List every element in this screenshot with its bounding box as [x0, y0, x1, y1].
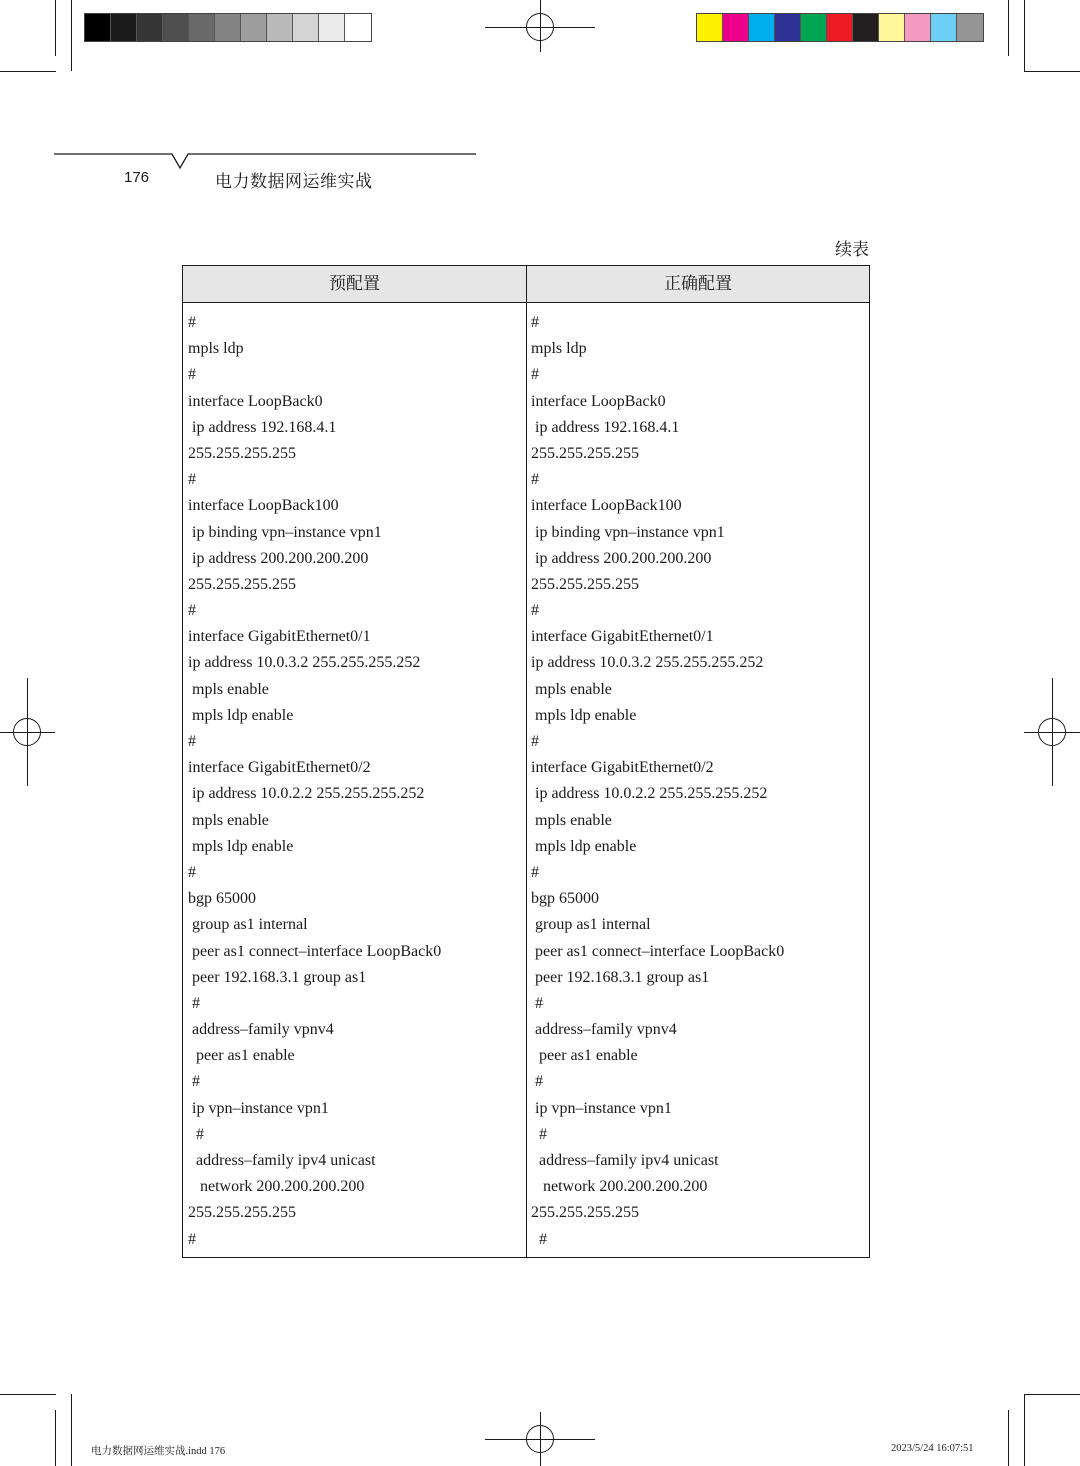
process-color-swatch: [801, 14, 827, 41]
footer-timestamp: 2023/5/24 16:07:51: [891, 1443, 974, 1454]
config-line: #: [531, 366, 539, 384]
pre-config-column: [188, 310, 518, 1253]
config-line: peer 192.168.3.1 group as1: [531, 968, 710, 986]
config-line: #: [531, 994, 543, 1012]
config-line: mpls ldp enable: [188, 706, 294, 724]
config-line: #: [531, 1073, 543, 1091]
config-line: #: [188, 366, 196, 384]
config-line: interface GigabitEthernet0/1: [531, 628, 714, 646]
config-line: interface LoopBack100: [188, 497, 339, 515]
config-line: #: [188, 1230, 196, 1248]
config-line: mpls enable: [531, 811, 612, 829]
process-color-swatch: [697, 14, 723, 41]
config-line: mpls enable: [188, 811, 269, 829]
column-divider: [526, 266, 527, 1257]
gray-swatch: [345, 14, 371, 41]
config-line: network 200.200.200.200: [531, 1178, 708, 1196]
config-line: group as1 internal: [188, 916, 308, 934]
config-line: #: [188, 994, 200, 1012]
config-line: 255.255.255.255: [188, 1204, 296, 1222]
config-line: network 200.200.200.200: [188, 1178, 365, 1196]
process-color-swatch: [957, 14, 983, 41]
process-color-swatch: [879, 14, 905, 41]
config-line: 255.255.255.255: [531, 1204, 639, 1222]
config-line: ip address 10.0.2.2 255.255.255.252: [188, 785, 425, 803]
config-comparison-table: [182, 265, 870, 1258]
process-color-bar: [696, 13, 984, 42]
config-line: ip binding vpn–instance vpn1: [188, 523, 382, 541]
config-line: interface LoopBack0: [188, 392, 323, 410]
config-line: #: [188, 314, 196, 331]
gray-swatch: [163, 14, 189, 41]
column-header-pre-config: 预配置: [329, 274, 380, 293]
config-line: mpls ldp enable: [531, 837, 637, 855]
page-number: 176: [124, 169, 150, 186]
config-line: ip address 10.0.3.2 255.255.255.252: [531, 654, 764, 672]
config-line: mpls enable: [531, 680, 612, 698]
gray-swatch: [241, 14, 267, 41]
process-color-swatch: [931, 14, 957, 41]
config-line: interface LoopBack100: [531, 497, 682, 515]
config-line: bgp 65000: [531, 890, 599, 908]
config-line: ip vpn–instance vpn1: [188, 1099, 329, 1117]
config-line: interface GigabitEthernet0/2: [531, 759, 714, 777]
correct-config-column: [531, 310, 861, 1253]
config-line: #: [188, 1073, 200, 1091]
config-line: mpls enable: [188, 680, 269, 698]
gray-swatch: [319, 14, 345, 41]
config-line: peer as1 enable: [188, 1047, 295, 1065]
process-color-swatch: [775, 14, 801, 41]
gray-swatch: [85, 14, 111, 41]
config-line: #: [531, 602, 539, 620]
config-line: mpls ldp: [531, 340, 587, 358]
config-line: address–family ipv4 unicast: [188, 1152, 376, 1169]
config-line: #: [531, 733, 539, 750]
config-line: #: [188, 471, 196, 489]
gray-swatch: [267, 14, 293, 41]
config-line: bgp 65000: [188, 890, 256, 908]
config-line: interface GigabitEthernet0/2: [188, 759, 371, 777]
continued-label: 续表: [835, 240, 869, 259]
config-line: ip address 192.168.4.1: [531, 418, 680, 436]
column-header-correct-config: 正确配置: [664, 274, 732, 293]
config-line: #: [531, 314, 539, 331]
config-line: peer as1 connect–interface LoopBack0: [188, 942, 442, 960]
config-line: mpls ldp: [188, 340, 244, 358]
process-color-swatch: [905, 14, 931, 41]
config-line: ip address 10.0.3.2 255.255.255.252: [188, 654, 421, 672]
gray-swatch: [137, 14, 163, 41]
config-line: #: [188, 602, 196, 620]
config-line: interface LoopBack0: [531, 392, 666, 410]
config-line: peer as1 enable: [531, 1047, 638, 1065]
footer-file-info: 电力数据网运维实战.indd 176: [91, 1446, 226, 1457]
config-line: #: [188, 1125, 204, 1143]
process-color-swatch: [749, 14, 775, 41]
config-line: interface GigabitEthernet0/1: [188, 628, 371, 646]
config-line: 255.255.255.255: [531, 575, 639, 593]
config-line: address–family vpnv4: [531, 1021, 677, 1039]
config-line: #: [531, 863, 539, 881]
config-line: ip address 200.200.200.200: [188, 549, 369, 567]
process-color-swatch: [723, 14, 749, 41]
grayscale-color-bar: [84, 13, 372, 42]
gray-swatch: [111, 14, 137, 41]
config-line: ip address 10.0.2.2 255.255.255.252: [531, 785, 768, 803]
config-line: peer 192.168.3.1 group as1: [188, 968, 367, 986]
config-line: #: [188, 863, 196, 881]
gray-swatch: [215, 14, 241, 41]
config-line: #: [188, 733, 196, 750]
config-line: ip vpn–instance vpn1: [531, 1099, 672, 1117]
config-line: peer as1 connect–interface LoopBack0: [531, 942, 785, 960]
process-color-swatch: [827, 14, 853, 41]
config-line: 255.255.255.255: [188, 444, 296, 462]
config-line: 255.255.255.255: [531, 444, 639, 462]
config-line: 255.255.255.255: [188, 575, 296, 593]
config-line: #: [531, 471, 539, 489]
gray-swatch: [189, 14, 215, 41]
config-line: address–family vpnv4: [188, 1021, 334, 1039]
config-line: ip address 192.168.4.1: [188, 418, 337, 436]
config-line: ip address 200.200.200.200: [531, 549, 712, 567]
config-line: mpls ldp enable: [188, 837, 294, 855]
config-line: ip binding vpn–instance vpn1: [531, 523, 725, 541]
config-line: #: [531, 1230, 547, 1248]
gray-swatch: [293, 14, 319, 41]
process-color-swatch: [853, 14, 879, 41]
config-line: address–family ipv4 unicast: [531, 1152, 719, 1169]
config-line: #: [531, 1125, 547, 1143]
config-line: group as1 internal: [531, 916, 651, 934]
config-line: mpls ldp enable: [531, 706, 637, 724]
book-title: 电力数据网运维实战: [215, 172, 373, 191]
